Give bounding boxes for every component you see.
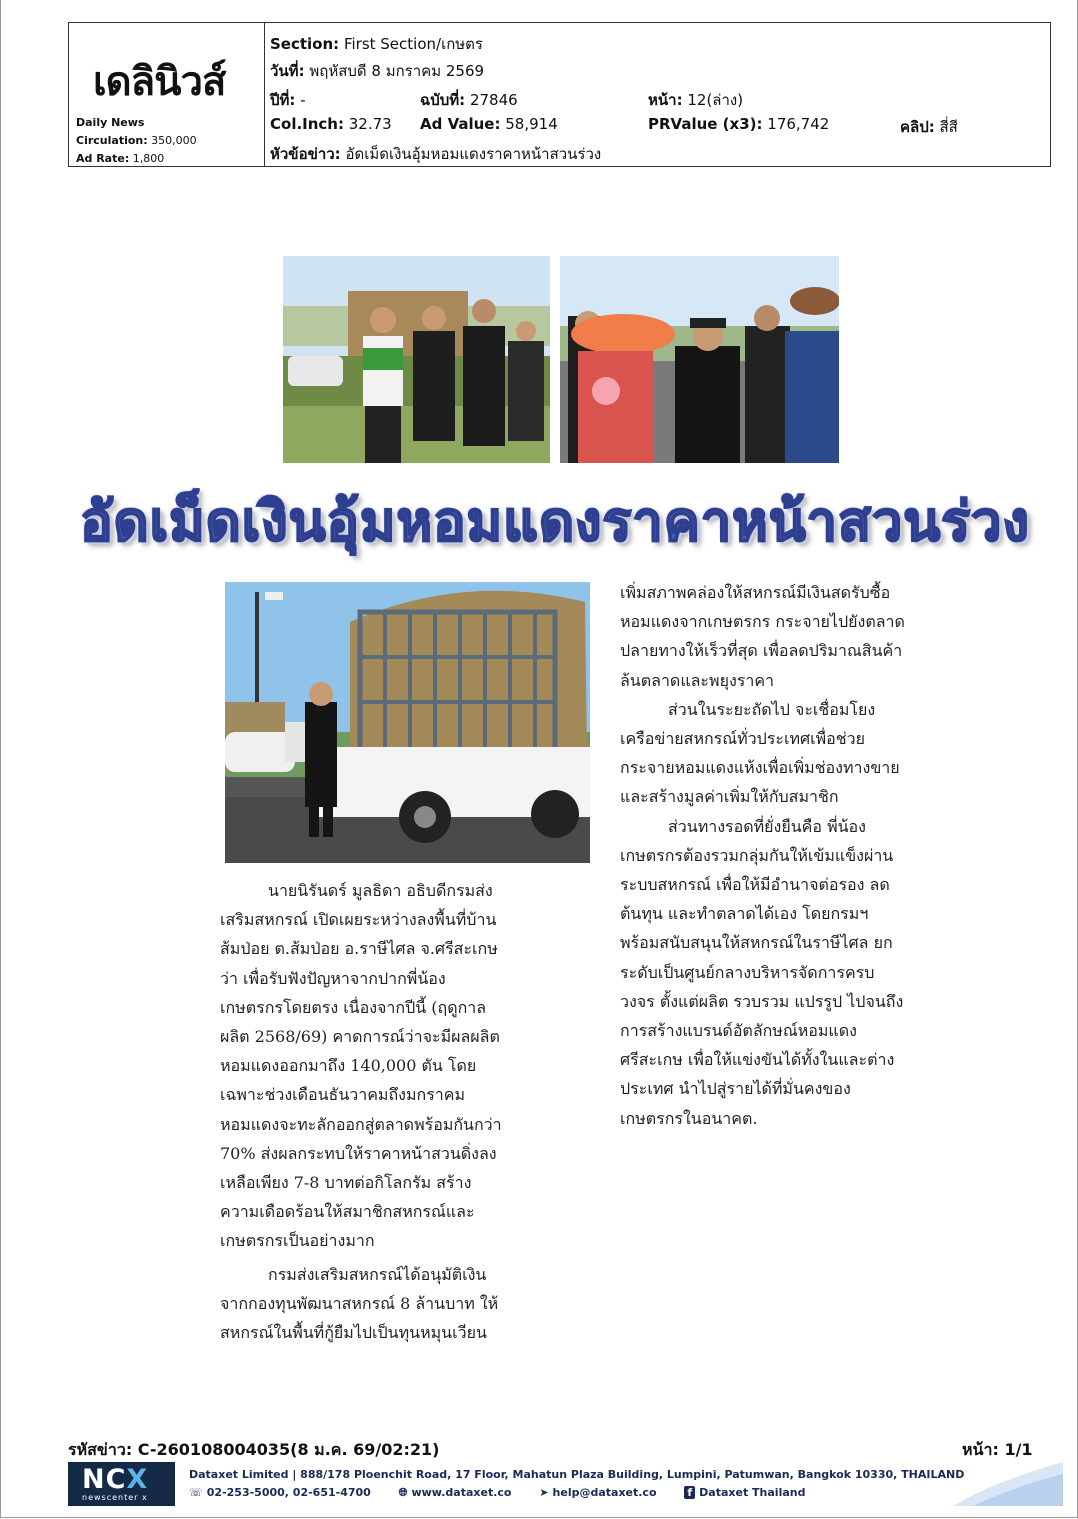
facebook-link[interactable]: f Dataxet Thailand [684, 1486, 805, 1499]
clipping-meta [270, 23, 1050, 166]
website-link[interactable]: 🌐︎ www.dataxet.co [398, 1486, 512, 1499]
article-paragraph: นายนิรันดร์ มูลธิดา อธิบดีกรมส่งเสริมสหกรณ์ เปิดเผยระหว่างลงพื้นที่บ้านส้มป่อย ต.ส้มป่อย อ.ราษีไศล จ.ศรีสะเกษ ว่า เพื่อรับฟังปัญหาจากปากพี่น้องเกษตรกรโดยตรง เนื่องจากปีนี้ (ฤดูกาลผลิต 2568/69) คาดการณ์ว่าจะมีผลผลิตหอมแดงออกมาถึง 140,000 ตัน โดยเฉพาะช่วงเดือนธันวาคมถึงมกราคม หอมแดงจะทะลักออกสู่ตลาดพร้อมกันกว่า 70% ส่งผลกระทบให้ราคาหน้าสวนดิ่งลงเหลือเพียง 7-8 บาทต่อกิโลกรัม สร้างความเดือดร้อนให้สมาชิกสหกรณ์และเกษตรกรเป็นอย่างมาก [220, 881, 502, 1251]
prvalue-field: PRValue (x3): 176,742 [648, 115, 830, 133]
photo-officials-farmers [560, 256, 839, 463]
article-column-left [220, 876, 503, 1347]
clipping-header [68, 22, 1051, 167]
headline-field: หัวข้อข่าว: อัดเม็ดเงินอุ้มหอมแดงราคาหน้าสวนร่วง [270, 145, 602, 163]
address: 888/178 Ploenchit Road, 17 Floor, Mahatun Plaza Building, Lumpini, Patumwan, Bangkok 10330, THAILAND [300, 1468, 965, 1481]
page-of: หน้า: 1/1 [962, 1440, 1033, 1459]
phone-icon: ☏ [189, 1486, 203, 1499]
colinch-field: Col.Inch: 32.73 [270, 115, 392, 133]
photo-officials-field [283, 256, 550, 463]
company-address: Dataxet Limited | 888/178 Ploenchit Road, 17 Floor, Mahatun Plaza Building, Lumpini, Patumwan, Bangkok 10330, THAILAND [189, 1468, 965, 1481]
clip-field: คลิป: สี่สี [900, 118, 958, 136]
footer-bar [68, 1462, 1063, 1506]
email-link[interactable]: ➤ help@dataxet.co [539, 1486, 657, 1499]
ncx-logo-text: NCX [82, 1464, 149, 1495]
news-id: รหัสข่าว: C-260108004035(8 ม.ค. 69/02:21) [68, 1440, 440, 1459]
date-field: วันที่: พฤหัสบดี 8 มกราคม 2569 [270, 62, 485, 80]
facebook-icon: f [684, 1486, 695, 1499]
photo-onion-truck [225, 582, 590, 863]
advalue-field: Ad Value: 58,914 [420, 115, 558, 133]
phone: ☏ 02-253-5000, 02-651-4700 [189, 1486, 371, 1499]
article-paragraph: กรมส่งเสริมสหกรณ์ได้อนุมัติเงินจากกองทุนพัฒนาสหกรณ์ 8 ล้านบาท ให้สหกรณ์ในพื้นที่กู้ยืมไปเป็นทุนหมุนเวียน [220, 1264, 499, 1343]
year-field: ปีที่: - [270, 91, 306, 109]
contact-info [189, 1486, 829, 1500]
section-field: Section: First Section/เกษตร [270, 35, 483, 53]
article-paragraph: ส่วนในระยะถัดไป จะเชื่อมโยงเครือข่ายสหกรณ์ทั่วประเทศเพื่อช่วยกระจายหอมแดงแห้งเพื่อเพิ่มช่องทางขายและสร้างมูลค่าเพิ่มให้กับสมาชิก [620, 699, 900, 807]
issue-field: ฉบับที่: 27846 [420, 91, 518, 109]
publication-logo: เดลินิวส์ [93, 59, 226, 105]
article-paragraph: ส่วนทางรอดที่ยั่งยืนคือ พี่น้องเกษตรกรต้องรวมกลุ่มกันให้เข้มแข็งผ่านระบบสหกรณ์ เพื่อให้มีอำนาจต่อรอง ลดต้นทุน และทำตลาดได้เอง โดยกรมฯ พร้อมสนับสนุนให้สหกรณ์ในราษีไศล ยกระดับเป็นศูนย์กลางบริหารจัดการครบวงจร ตั้งแต่ผลิต รวบรวม แปรรูป ไปจนถึงการสร้างแบรนด์อัตลักษณ์หอมแดงศรีสะเกษ เพื่อให้แข่งขันได้ทั้งในและต่างประเทศ นำไปสู่รายได้ที่มั่นคงของเกษตรกรในอนาคต. [620, 816, 904, 1128]
send-icon: ➤ [539, 1486, 549, 1499]
circulation: Circulation: 350,000 [76, 134, 197, 147]
article-headline: อัดเม็ดเงินอุ้มหอมแดงราคาหน้าสวนร่วง [80, 490, 1030, 553]
publication-info [69, 23, 265, 166]
article-column-right [620, 578, 906, 1133]
company-name: Dataxet Limited [189, 1468, 289, 1481]
ad-rate: Ad Rate: 1,800 [76, 152, 165, 165]
page-field: หน้า: 12(ล่าง) [648, 91, 744, 109]
ncx-logo [68, 1462, 175, 1506]
publication-name-en: Daily News [76, 116, 145, 129]
decorative-wave [953, 1462, 1063, 1506]
article-paragraph: เพิ่มสภาพคล่องให้สหกรณ์มีเงินสดรับซื้อหอมแดงจากเกษตรกร กระจายไปยังตลาดปลายทางให้เร็วที่สุด เพื่อลดปริมาณสินค้าล้นตลาดและพยุงราคา [620, 583, 905, 690]
ncx-tagline: newscenter x [82, 1493, 148, 1502]
globe-icon: 🌐︎ [398, 1486, 408, 1499]
